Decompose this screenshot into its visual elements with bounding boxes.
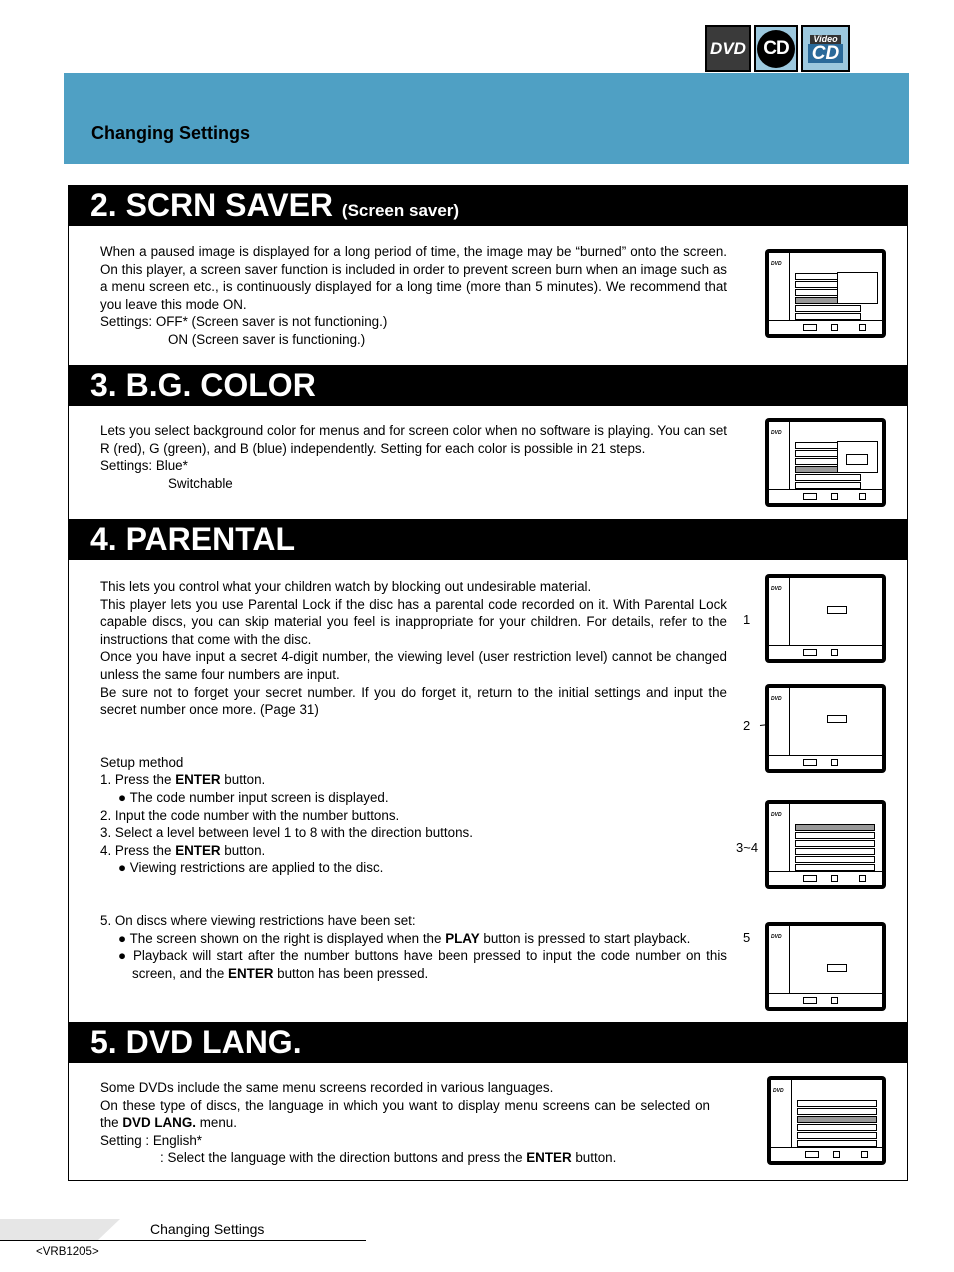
step-3: 3. Select a level between level 1 to 8 with the direction buttons. [100,825,473,841]
step-label: 5 [743,930,751,945]
section-dvd-lang-body [100,1079,710,1167]
format-logos [705,25,850,72]
settings-line: : Select the language with the direction buttons and press the ENTER button. [160,1150,617,1166]
screen-thumbnail-scrn-saver [765,249,886,338]
footer-tab [0,1219,120,1240]
paragraph: When a paused image is displayed for a long period of time, the image may be “burned” onto the screen. On this player, a screen saver function is included in order to prevent screen burn when an image such as a menu screen etc., is continuously displayed for a long time (more than 5 minutes). We recommend that you leave this mode ON. [100,244,727,312]
screen-thumbnail-parental-3-4 [765,800,886,889]
header-band [64,73,909,164]
section-dvd-lang-heading [68,1022,908,1063]
settings-line: Setting : English* [100,1132,202,1148]
step-label: 2 [743,718,751,733]
step-note: ● The code number input screen is displayed. [118,789,389,805]
dvd-logo-mini: DVD [771,812,782,818]
section-bg-color-body [100,422,727,492]
footer-title: Changing Settings [150,1221,265,1237]
section-title: 3. B.G. COLOR [90,367,316,403]
screen-thumbnail-parental-5 [765,922,886,1011]
settings-line: Switchable [168,475,233,491]
step-1: 1. Press the ENTER button. [100,772,266,788]
paragraph: On these type of discs, the language in which you want to display menu screens can be selected on the DVD LANG. menu. [100,1097,710,1131]
screen-thumbnail-parental-2 [765,684,886,773]
section-parental-heading [68,519,908,560]
section-bg-color-heading [68,365,908,406]
paragraph: Some DVDs include the same menu screens recorded in various languages. [100,1080,554,1095]
paragraph: This player lets you use Parental Lock if the disc has a parental code recorded on it. With Parental Lock capable discs, you can skip material you feel is inappropriate for your children. For details, refer to the instructions that come with the disc. [100,596,727,647]
dvd-logo: DVD [705,25,751,72]
paragraph: Once you have input a secret 4-digit number, the viewing level (user restriction level) cannot be changed unless the same four numbers are input. [100,649,727,682]
video-cd-logo: Video CD [801,25,850,72]
paragraph: This lets you control what your children watch by blocking out undesirable material. [100,579,592,594]
paragraph: Lets you select background color for menus and for screen color when no software is playing. You can set R (red), G (green), and B (blue) independently. Setting for each color is possible in 21 steps. [100,423,727,456]
dvd-logo-mini: DVD [771,261,782,267]
section-title: 5. DVD LANG. [90,1024,302,1060]
step-label: 1 [743,612,751,627]
paragraph: Be sure not to forget your secret number. If you do forget it, return to the initial settings and input the secret number once more. (Page 31) [100,684,727,718]
cd-logo: CD [754,25,798,72]
dvd-logo-mini: DVD [771,586,782,592]
section-parental-body [100,578,727,982]
dvd-logo-mini: DVD [771,430,782,436]
section-scrn-saver-heading [68,185,908,226]
step-5: 5. On discs where viewing restrictions have been set: [100,912,416,928]
dvd-logo-mini: DVD [773,1088,784,1094]
section-scrn-saver-body [100,243,727,349]
step-label: 3~4 [736,840,759,855]
document-code: <VRB1205> [36,1246,99,1258]
step-note: ● Playback will start after the number buttons have been pressed to input the code number on this screen, and the ENTER button has been pressed. [118,948,727,981]
page-title: Changing Settings [91,123,250,143]
dvd-logo-mini: DVD [771,696,782,702]
step-note: ● Viewing restrictions are applied to the disc. [118,860,384,876]
screen-thumbnail-parental-1 [765,574,886,663]
dvd-logo-mini: DVD [771,934,782,940]
setup-heading: Setup method [100,754,184,770]
settings-line: Settings: Blue* [100,458,188,474]
step-note: ● The screen shown on the right is displayed when the PLAY button is pressed to start playback. [118,930,691,946]
section-subtitle: (Screen saver) [341,201,460,220]
settings-line: Settings: OFF* (Screen saver is not functioning.) [100,314,388,330]
footer-rule [0,1240,366,1241]
settings-line: ON (Screen saver is functioning.) [168,331,366,347]
screen-thumbnail-dvd-lang [767,1076,886,1165]
screen-thumbnail-bg-color [765,418,886,507]
section-title: 4. PARENTAL [90,521,296,557]
step-4: 4. Press the ENTER button. [100,842,266,858]
step-2: 2. Input the code number with the number buttons. [100,807,400,823]
section-title: 2. SCRN SAVER [90,187,334,223]
